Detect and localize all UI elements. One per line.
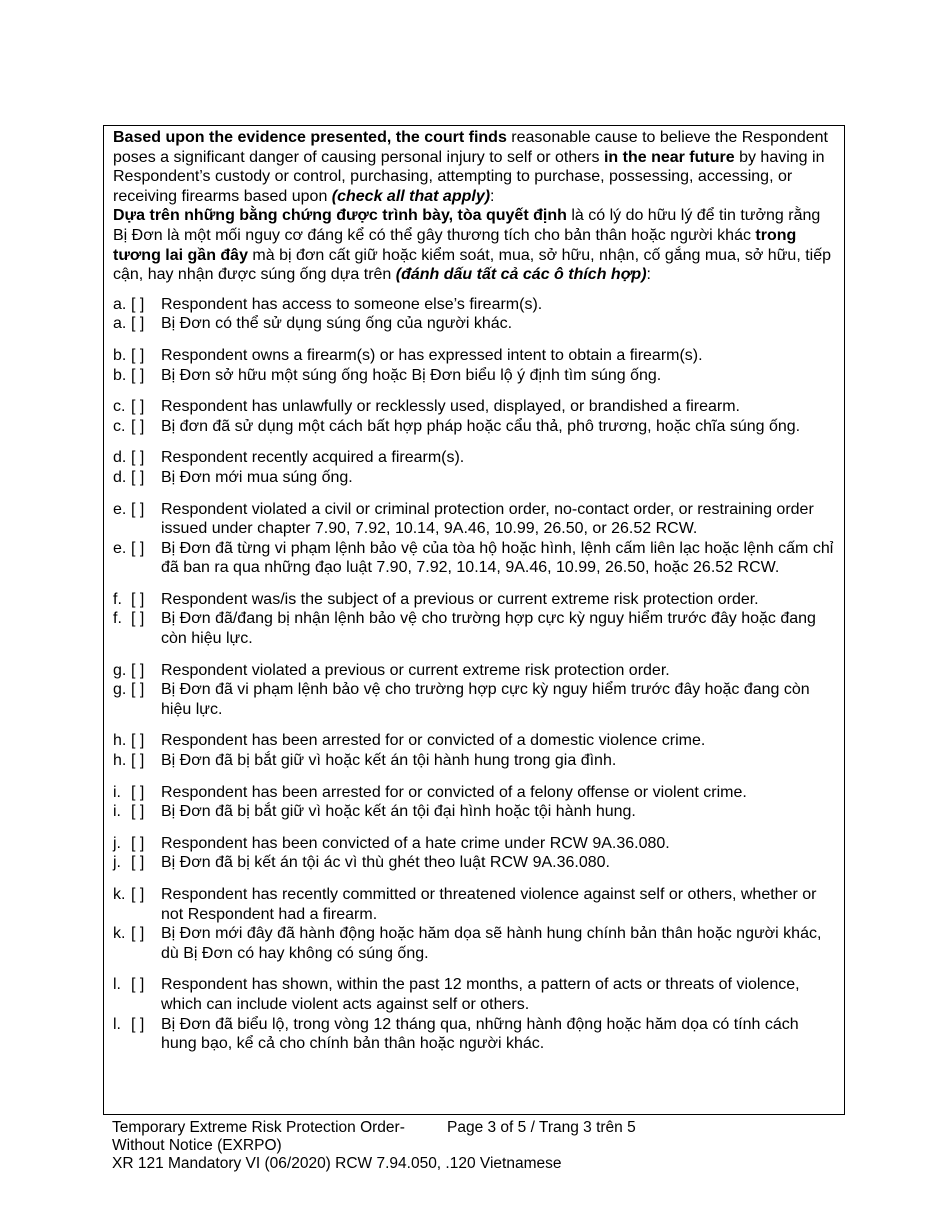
item-text-english: Respondent has access to someone else’s firearm(s). xyxy=(161,295,543,313)
finding-item-g xyxy=(113,661,834,720)
item-text-vietnamese: Bị Đơn sở hữu một súng ống hoặc Bị Đơn biểu lộ ý định tìm súng ống. xyxy=(161,366,662,384)
item-text-vietnamese: Bị đơn đã sử dụng một cách bất hợp pháp hoặc cẩu thả, phô trương, hoặc chĩa súng ống. xyxy=(161,417,801,435)
item-text-vietnamese: Bị Đơn mới mua súng ống. xyxy=(161,468,353,486)
checkbox[interactable]: [ ] xyxy=(131,661,145,679)
checkbox[interactable]: [ ] xyxy=(131,834,145,852)
intro-english: Based upon the evidence presented, the court finds reasonable cause to believe the Respondent poses a significant danger of causing personal injury to self or others in the near future by having in Respondent’s custody or control, purchasing, attempting to purchase, possessing, accessing, or receiving firearms based upon (check all that apply): xyxy=(113,129,828,205)
item-label: l. xyxy=(113,1015,121,1033)
item-text-english: Respondent violated a civil or criminal protection order, no-contact order, or restraining order issued under chapter 7.90, 7.92, 10.14, 9A.46, 10.99, 26.50, or 26.52 RCW. xyxy=(161,500,814,538)
item-text-vietnamese: Bị Đơn đã bị kết án tội ác vì thù ghét theo luật RCW 9A.36.080. xyxy=(161,854,610,872)
item-text-english: Respondent has recently committed or threatened violence against self or others, whether or not Respondent had a firearm. xyxy=(161,886,817,923)
item-label: j. xyxy=(113,854,121,872)
item-text-vietnamese: Bị Đơn đã bị bắt giữ vì hoặc kết án tội hành hung trong gia đình. xyxy=(161,752,617,770)
item-label: i. xyxy=(113,803,121,821)
checkbox[interactable]: [ ] xyxy=(131,610,145,628)
checkbox[interactable]: [ ] xyxy=(131,468,145,486)
finding-item-b xyxy=(113,346,834,385)
item-label: b. xyxy=(113,346,127,364)
item-label: g. xyxy=(113,681,127,699)
finding-item-d xyxy=(113,448,834,487)
item-text-vietnamese: Bị Đơn đã từng vi phạm lệnh bảo vệ của tòa hộ hoặc hình, lệnh cấm liên lạc hoặc lệnh cấm chỉ đã ban ra qua những đạo luật 7.90, 7.92, 10.14, 9A.46, 10.99, 26.50, hoặc 26.52 RCW. xyxy=(161,539,834,577)
finding-item-a xyxy=(113,295,834,334)
item-label: a. xyxy=(113,295,127,313)
intro-vietnamese: Dựa trên những bằng chứng được trình bày, tòa quyết định là có lý do hữu lý để tin tưởng rằng Bị Đơn là một mối nguy cơ đáng kể có thể gây thương tích cho bản thân hoặc người khác trong tương lai gần đây mà bị đơn cất giữ hoặc kiểm soát, mua, sở hữu, nhận, cố gắng mua, sở hữu, tiếp cận, hay nhận được súng ống dựa trên (đánh dấu tất cả các ô thích hợp): xyxy=(113,207,831,284)
checkbox[interactable]: [ ] xyxy=(131,783,145,801)
page-number: Page 3 of 5 / Trang 3 trên 5 xyxy=(447,1119,636,1136)
checkbox[interactable]: [ ] xyxy=(131,886,145,903)
checkbox[interactable]: [ ] xyxy=(131,752,145,770)
item-label: a. xyxy=(113,315,127,333)
item-label: h. xyxy=(113,732,127,750)
finding-item-c xyxy=(113,397,834,436)
item-label: c. xyxy=(113,398,126,416)
item-text-vietnamese: Bị Đơn mới đây đã hành động hoặc hăm dọa sẽ hành hung chính bản thân hoặc người khác, dù Bị Đơn có hay không có súng ống. xyxy=(161,925,822,962)
item-label: k. xyxy=(113,886,126,903)
item-text-english: Respondent owns a firearm(s) or has expressed intent to obtain a firearm(s). xyxy=(161,346,703,364)
item-label: k. xyxy=(113,925,126,943)
checkbox[interactable]: [ ] xyxy=(131,732,145,750)
form-title-line2: Without Notice (EXRPO) xyxy=(112,1137,282,1154)
finding-item-k xyxy=(113,885,834,963)
item-label: d. xyxy=(113,449,127,467)
checkbox[interactable]: [ ] xyxy=(131,500,145,518)
item-text-vietnamese: Bị Đơn có thể sử dụng súng ống của người khác. xyxy=(161,315,513,333)
finding-item-e xyxy=(113,500,834,578)
item-label: f. xyxy=(113,590,122,608)
item-text-vietnamese: Bị Đơn đã bị bắt giữ vì hoặc kết án tội đại hình hoặc tội hành hung. xyxy=(161,803,636,821)
item-text-vietnamese: Bị Đơn đã biểu lộ, trong vòng 12 tháng qua, những hành động hoặc hăm dọa có tính cách hung bạo, kể cả cho chính bản thân hoặc người khác. xyxy=(161,1015,799,1053)
checkbox[interactable]: [ ] xyxy=(131,590,145,608)
checkbox[interactable]: [ ] xyxy=(131,681,145,699)
item-text-english: Respondent was/is the subject of a previous or current extreme risk protection order. xyxy=(161,590,759,608)
page-footer xyxy=(112,1119,752,1173)
item-label: d. xyxy=(113,468,127,486)
form-title-line1: Temporary Extreme Risk Protection Order- xyxy=(112,1119,405,1136)
checkbox[interactable]: [ ] xyxy=(131,417,145,435)
item-text-vietnamese: Bị Đơn đã vi phạm lệnh bảo vệ cho trường hợp cực kỳ nguy hiểm trước đây hoặc đang còn hiệu lực. xyxy=(161,681,810,718)
checkbox[interactable]: [ ] xyxy=(131,976,145,994)
item-text-english: Respondent violated a previous or current extreme risk protection order. xyxy=(161,661,670,679)
item-label: f. xyxy=(113,610,122,628)
item-label: g. xyxy=(113,661,127,679)
item-label: e. xyxy=(113,539,127,557)
checkbox[interactable]: [ ] xyxy=(131,854,145,872)
finding-item-i xyxy=(113,783,834,822)
item-label: b. xyxy=(113,366,127,384)
checkbox[interactable]: [ ] xyxy=(131,449,145,467)
item-text-english: Respondent has been arrested for or convicted of a domestic violence crime. xyxy=(161,732,706,750)
item-text-english: Respondent has been arrested for or convicted of a felony offense or violent crime. xyxy=(161,783,747,801)
item-label: i. xyxy=(113,783,121,801)
item-text-english: Respondent has unlawfully or recklessly used, displayed, or brandished a firearm. xyxy=(161,398,740,416)
form-id: XR 121 Mandatory VI (06/2020) RCW 7.94.050, .120 Vietnamese xyxy=(112,1155,562,1172)
findings-box xyxy=(103,125,845,1115)
item-text-english: Respondent recently acquired a firearm(s). xyxy=(161,449,465,467)
item-label: j. xyxy=(113,834,121,852)
checkbox[interactable]: [ ] xyxy=(131,803,145,821)
checkbox[interactable]: [ ] xyxy=(131,1015,145,1033)
item-label: c. xyxy=(113,417,126,435)
item-label: h. xyxy=(113,752,127,770)
finding-item-l xyxy=(113,975,834,1053)
checkbox[interactable]: [ ] xyxy=(131,295,145,313)
item-label: l. xyxy=(113,976,121,994)
checkbox[interactable]: [ ] xyxy=(131,539,145,557)
findings-intro xyxy=(113,128,834,285)
checkbox[interactable]: [ ] xyxy=(131,925,145,943)
checkbox[interactable]: [ ] xyxy=(131,366,145,384)
checkbox[interactable]: [ ] xyxy=(131,398,145,416)
item-text-english: Respondent has been convicted of a hate crime under RCW 9A.36.080. xyxy=(161,834,670,852)
checkbox[interactable]: [ ] xyxy=(131,346,145,364)
item-label: e. xyxy=(113,500,127,518)
item-text-english: Respondent has shown, within the past 12 months, a pattern of acts or threats of violence, which can include violent acts against self or others. xyxy=(161,976,800,1013)
finding-item-j xyxy=(113,834,834,873)
findings-list xyxy=(113,295,834,1054)
item-text-vietnamese: Bị Đơn đã/đang bị nhận lệnh bảo vệ cho trường hợp cực kỳ nguy hiểm trước đây hoặc đang còn hiệu lực. xyxy=(161,610,816,648)
finding-item-h xyxy=(113,731,834,770)
finding-item-f xyxy=(113,590,834,649)
checkbox[interactable]: [ ] xyxy=(131,315,145,333)
